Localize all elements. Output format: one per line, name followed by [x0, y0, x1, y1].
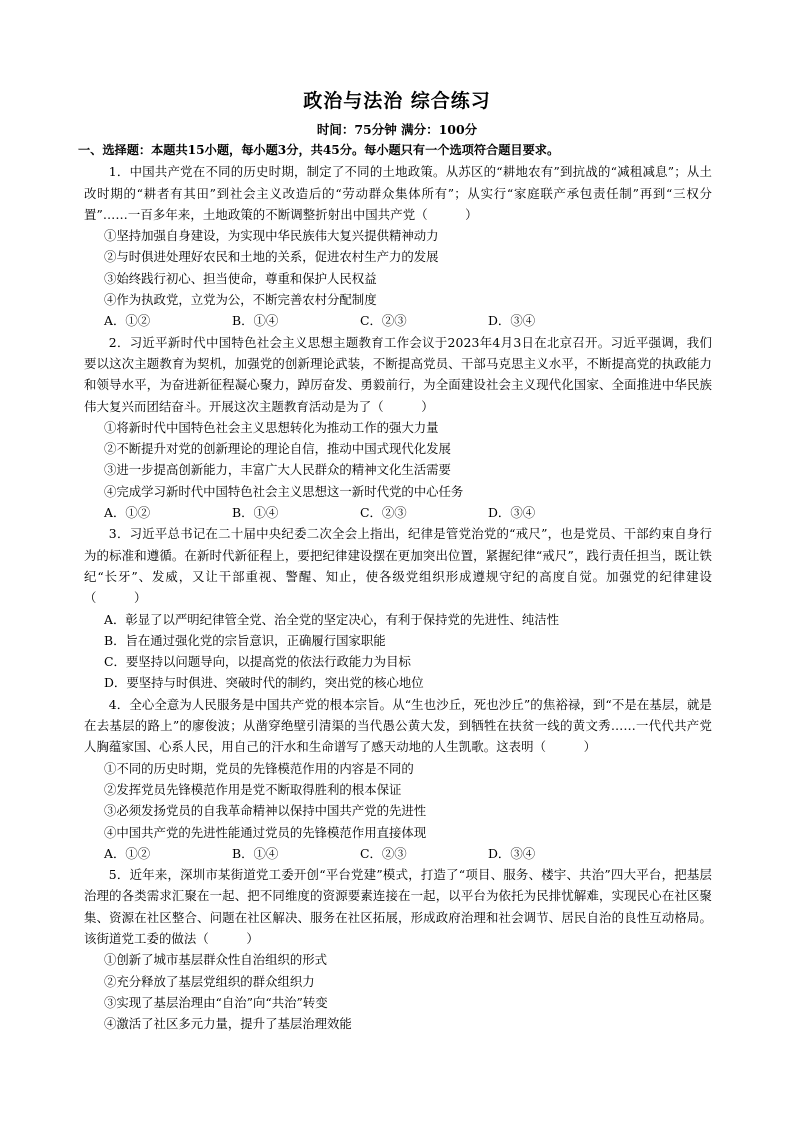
- question-1-item-4: ④作为执政党，立党为公，不断完善农村分配制度: [104, 292, 377, 308]
- question-5-item-1: ①创新了城市基层群众性自治组织的形式: [104, 952, 328, 968]
- choice-b[interactable]: B．①④: [232, 505, 279, 521]
- question-4-item-3: ③必须发扬党员的自我革命精神以保持中国共产党的先进性: [104, 803, 427, 819]
- question-4-item-2: ②发挥党员先锋模范作用是党不断取得胜利的根本保证: [104, 781, 402, 797]
- choice-d[interactable]: D．③④: [488, 505, 536, 521]
- choice-d[interactable]: D．③④: [488, 313, 536, 329]
- choice-b[interactable]: B．①④: [232, 313, 279, 329]
- question-4-stem: 4．全心全意为人民服务是中国共产党的根本宗旨。从“生也沙丘，死也沙丘”的焦裕禄，到“不是在基层，就是在去基层的路上”的廖俊波；从凿穿绝壁引清渠的当代愚公黄大发，到牺牲在扶贫一线的黄文秀……一代代共产党人胸蕴家国、心系人民，用自己的汗水和生命谱写了感天动地的人生凯歌。这表明（ ）: [84, 696, 712, 755]
- choice-b[interactable]: B．①④: [232, 845, 279, 861]
- question-3-option-a[interactable]: A．彰显了以严明纪律管全党、治全党的坚定决心，有利于保持党的先进性、纯洁性: [104, 611, 560, 627]
- choice-c[interactable]: C．②③: [360, 505, 407, 521]
- question-1-item-2: ②与时俱进处理好农民和土地的关系，促进农村生产力的发展: [104, 249, 439, 265]
- question-3-option-d[interactable]: D．要坚持与时俱进、突破时代的制约，突出党的核心地位: [104, 675, 424, 691]
- question-1-stem: 1．中国共产党在不同的历史时期，制定了不同的土地政策。从苏区的“耕地农有”到抗战的“减租减息”；从土改时期的“耕者有其田”到社会主义改造后的“劳动群众集体所有”；从实行“家庭联产承包责任制”再到“三权分置”……一百多年来，土地政策的不断调整折射出中国共产党（ ）: [84, 164, 712, 222]
- choice-a[interactable]: A．①②: [104, 845, 151, 861]
- question-4-item-1: ①不同的历史时期，党员的先锋模范作用的内容是不同的: [104, 760, 414, 776]
- choice-c[interactable]: C．②③: [360, 845, 407, 861]
- choice-c[interactable]: C．②③: [360, 313, 407, 329]
- page-title: 政治与法治 综合练习: [303, 90, 491, 112]
- question-5-item-3: ③实现了基层治理由“自治”向“共治”转变: [104, 994, 328, 1010]
- question-2-item-2: ②不断提升对党的创新理论的理论自信，推动中国式现代化发展: [104, 441, 451, 457]
- question-2-item-4: ④完成学习新时代中国特色社会主义思想这一新时代党的中心任务: [104, 483, 464, 499]
- choice-d[interactable]: D．③④: [488, 845, 536, 861]
- question-3-stem: 3．习近平总书记在二十届中央纪委二次全会上指出，纪律是管党治党的“戒尺”，也是党员、干部约束自身行为的标准和遵循。在新时代新征程上，要把纪律建设摆在更加突出位置，紧握纪律“戒尺”，践行责任担当，既让铁纪“长牙”、发威，又让干部重视、警醒、知止，使各级党组织形成遵规守纪的高度自觉。加强党的纪律建设（ ）: [84, 526, 712, 606]
- question-2-stem: 2．习近平新时代中国特色社会主义思想主题教育工作会议于2023年4月3日在北京召开。习近平强调，我们要以这次主题教育为契机，加强党的创新理论武装，不断提高党员、干部马克思主义水平，不断提高党的执政能力和领导水平，为奋进新征程凝心聚力，踔厉奋发、勇毅前行，为全面建设社会主义现代化国家、全面推进中华民族伟大复兴而团结奋斗。开展这次主题教育活动是为了（ ）: [84, 334, 712, 414]
- section-heading: 一、选择题：本题共15小题，每小题3分，共45分。每小题只有一个选项符合题目要求。: [78, 143, 560, 157]
- question-2-item-3: ③进一步提高创新能力，丰富广大人民群众的精神文化生活需要: [104, 462, 451, 478]
- question-1-item-1: ①坚持加强自身建设，为实现中华民族伟大复兴提供精神动力: [104, 228, 439, 244]
- choice-a[interactable]: A．①②: [104, 505, 151, 521]
- question-1-item-3: ③始终践行初心、担当使命，尊重和保护人民权益: [104, 270, 377, 286]
- question-3-option-b[interactable]: B．旨在通过强化党的宗旨意识，正确履行国家职能: [104, 632, 386, 648]
- question-2-choices: [84, 502, 712, 523]
- choice-a[interactable]: A．①②: [104, 313, 151, 329]
- question-4-choices: [84, 843, 712, 864]
- question-2-item-1: ①将新时代中国特色社会主义思想转化为推动工作的强大力量: [104, 419, 439, 435]
- question-4-item-4: ④中国共产党的先进性能通过党员的先锋模范作用直接体现: [104, 824, 427, 840]
- question-5-stem: 5．近年来，深圳市某街道党工委开创“平台党建”模式，打造了“项目、服务、楼宇、共治”四大平台，把基层治理的各类需求汇聚在一起、把不同维度的资源要素连接在一起，以平台为依托为民排忧解难，实现民心在社区聚集、资源在社区整合、问题在社区解决、服务在社区拓展，形成政府治理和社会调节、居民自治的良性互动格局。该街道党工委的做法（ ）: [84, 867, 712, 946]
- question-3-option-c[interactable]: C．要坚持以问题导向，以提高党的依法行政能力为目标: [104, 654, 411, 670]
- exam-info: 时间：75分钟 满分：100分: [316, 122, 478, 137]
- question-1-choices: [84, 310, 712, 331]
- question-5-item-4: ④激活了社区多元力量，提升了基层治理效能: [104, 1016, 352, 1032]
- question-5-item-2: ②充分释放了基层党组织的群众组织力: [104, 973, 315, 989]
- exam-content: [78, 140, 712, 1034]
